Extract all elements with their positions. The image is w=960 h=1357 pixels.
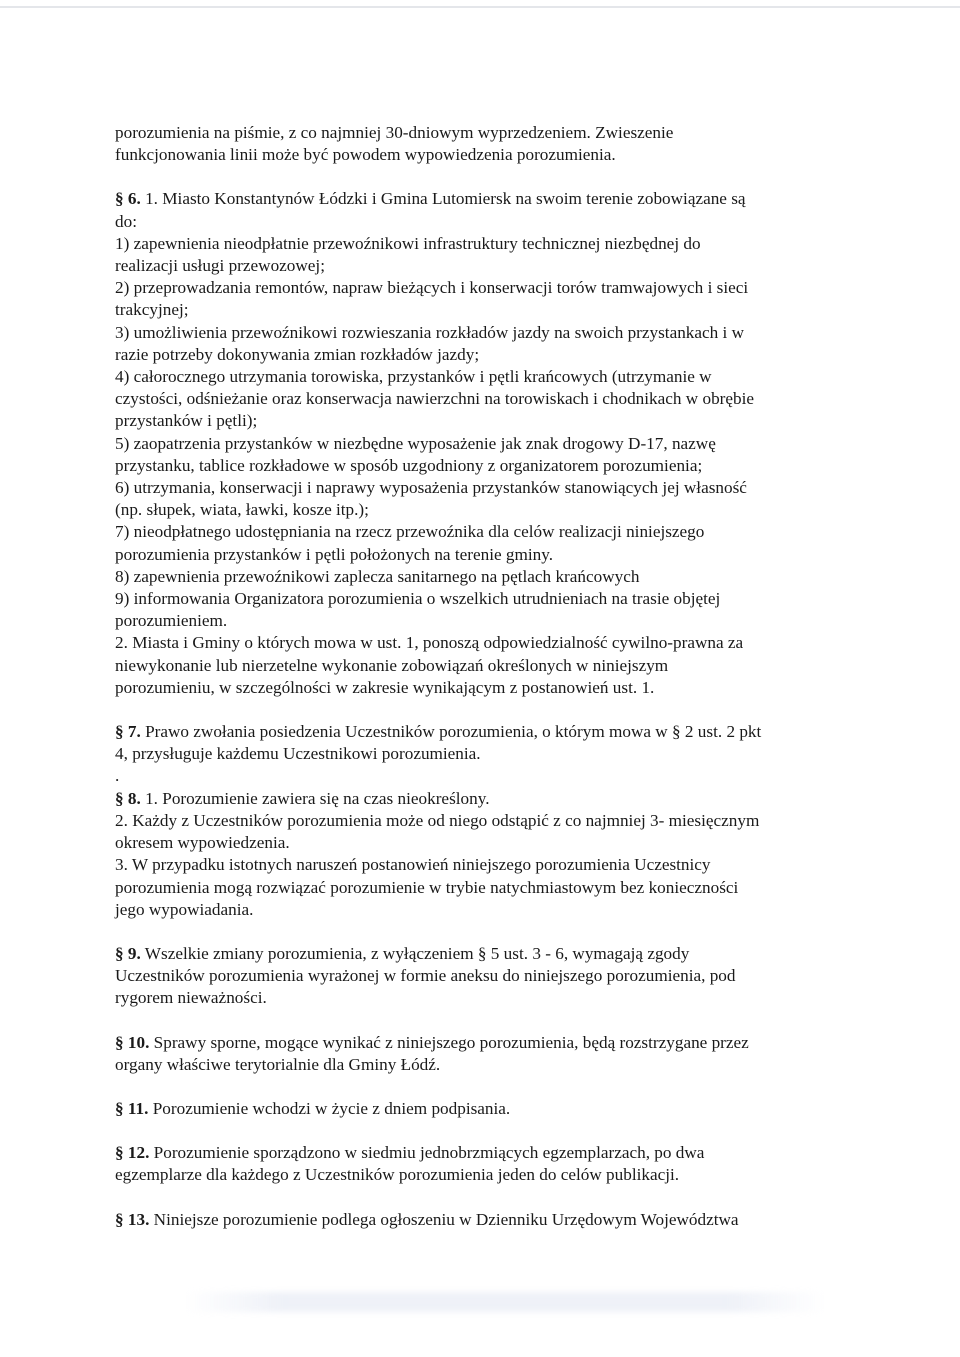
section-s12 bbox=[115, 1142, 841, 1186]
section-s10 bbox=[115, 1032, 841, 1076]
text-line bbox=[115, 610, 841, 632]
line-text: trakcyjnej; bbox=[115, 300, 189, 320]
section-number: § 8. bbox=[115, 788, 141, 808]
line-text: funkcjonowania linii może być powodem wypowiedzenia porozumienia. bbox=[115, 145, 616, 165]
section-s11 bbox=[115, 1098, 841, 1120]
section-s6 bbox=[115, 188, 841, 699]
text-line bbox=[115, 877, 841, 899]
text-line bbox=[115, 588, 841, 610]
line-text: porozumieniu, w szczególności w zakresie wynikającym z postanowień ust. 1. bbox=[115, 677, 655, 697]
text-line bbox=[115, 810, 841, 832]
line-text: 9) informowania Organizatora porozumienia o wszelkich utrudnieniach na trasie objętej bbox=[115, 589, 721, 609]
text-line bbox=[115, 188, 841, 210]
section-s7 bbox=[115, 721, 841, 765]
line-text: jego wypowiadania. bbox=[115, 899, 254, 919]
text-line bbox=[115, 1032, 841, 1054]
line-text: realizacji usługi przewozowej; bbox=[115, 256, 325, 276]
text-line bbox=[115, 388, 841, 410]
line-text: okresem wypowiedzenia. bbox=[115, 833, 290, 853]
text-line bbox=[115, 1209, 841, 1231]
text-line bbox=[115, 433, 841, 455]
section-number: § 12. bbox=[115, 1143, 150, 1163]
line-text: przystanku, tablice rozkładowe w sposób uzgodniony z organizatorem porozumienia; bbox=[115, 455, 703, 475]
line-text: 2. Każdy z Uczestników porozumienia może od niego odstąpić z co najmniej 3- miesięcznym bbox=[115, 810, 760, 830]
line-text: 4) całorocznego utrzymania torowiska, przystanków i pętli krańcowych (utrzymanie w bbox=[115, 367, 712, 387]
line-text: przystanków i pętli); bbox=[115, 411, 258, 431]
section-s9 bbox=[115, 943, 841, 1010]
text-line bbox=[115, 544, 841, 566]
text-line bbox=[115, 1142, 841, 1164]
line-text: egzemplarze dla każdego z Uczestników porozumienia jeden do celów publikacji. bbox=[115, 1165, 680, 1185]
scan-edge-line bbox=[0, 6, 960, 8]
section-number: § 6. bbox=[115, 189, 141, 209]
text-line bbox=[115, 122, 841, 144]
line-text: do: bbox=[115, 211, 137, 231]
line-text: 1) zapewnienia nieodpłatnie przewoźnikowi infrastruktury technicznej niezbędnej do bbox=[115, 233, 701, 253]
line-text: 1. Miasto Konstantynów Łódzki i Gmina Lutomiersk na swoim terenie zobowiązane są bbox=[145, 189, 746, 209]
line-text: porozumieniem. bbox=[115, 611, 228, 631]
text-line bbox=[115, 854, 841, 876]
section-number: § 9. bbox=[115, 943, 141, 963]
line-text: czystości, odśnieżanie oraz konserwacja nawierzchni na torowiskach i chodnikach w obrębie bbox=[115, 389, 755, 409]
text-line bbox=[115, 788, 841, 810]
paragraph-gap bbox=[115, 921, 841, 943]
line-text: Uczestników porozumienia wyrażonej w formie aneksu do niniejszego porozumienia, pod bbox=[115, 966, 736, 986]
section-number: § 13. bbox=[115, 1209, 150, 1229]
text-line bbox=[115, 1098, 841, 1120]
text-line bbox=[115, 655, 841, 677]
line-text: Prawo zwołania posiedzenia Uczestników porozumienia, o którym mowa w § 2 ust. 2 pkt bbox=[145, 722, 762, 742]
text-line bbox=[115, 477, 841, 499]
section-number: § 10. bbox=[115, 1032, 150, 1052]
line-text: 3. W przypadku istotnych naruszeń postanowień niniejszego porozumienia Uczestnicy bbox=[115, 855, 711, 875]
line-text: 8) zapewnienia przewoźnikowi zaplecza sanitarnego na pętlach krańcowych bbox=[115, 566, 640, 586]
text-line bbox=[115, 344, 841, 366]
text-line bbox=[115, 499, 841, 521]
line-text: 2. Miasta i Gminy o których mowa w ust. 1, ponoszą odpowiedzialność cywilno-prawna za bbox=[115, 633, 744, 653]
text-line bbox=[115, 255, 841, 277]
line-text: Porozumienie wchodzi w życie z dniem podpisania. bbox=[152, 1098, 511, 1118]
section-s8 bbox=[115, 788, 841, 921]
line-text: (np. słupek, wiata, ławki, kosze itp.); bbox=[115, 500, 369, 520]
paragraph-gap bbox=[115, 1010, 841, 1032]
text-line bbox=[115, 677, 841, 699]
text-line bbox=[115, 144, 841, 166]
text-line bbox=[115, 277, 841, 299]
line-text: niewykonanie lub nierzetelne wykonanie zobowiązań określonych w niniejszym bbox=[115, 655, 669, 675]
paragraph-gap bbox=[115, 699, 841, 721]
text-line bbox=[115, 366, 841, 388]
paragraph-dot bbox=[115, 765, 841, 787]
line-text: 6) utrzymania, konserwacji i naprawy wyposażenia przystanków stanowiących jej własność bbox=[115, 478, 747, 498]
line-text: 2) przeprowadzania remontów, napraw bieżących i konserwacji torów tramwajowych i sieci bbox=[115, 278, 749, 298]
scan-artifact bbox=[185, 1292, 825, 1312]
paragraph-gap bbox=[115, 1120, 841, 1142]
line-text: Porozumienie sporządzono w siedmiu jednobrzmiących egzemplarzach, po dwa bbox=[153, 1143, 705, 1163]
text-line bbox=[115, 832, 841, 854]
text-line bbox=[115, 299, 841, 321]
text-line bbox=[115, 899, 841, 921]
paragraph-p1 bbox=[115, 122, 841, 166]
text-line bbox=[115, 1054, 841, 1076]
text-line bbox=[115, 721, 841, 743]
line-text: 7) nieodpłatnego udostępniania na rzecz przewoźnika dla celów realizacji niniejszego bbox=[115, 522, 705, 542]
line-text: porozumienia przystanków i pętli położonych na terenie gminy. bbox=[115, 544, 553, 564]
paragraph-gap bbox=[115, 1187, 841, 1209]
line-text: 5) zaopatrzenia przystanków w niezbędne wyposażenie jak znak drogowy D-17, nazwę bbox=[115, 433, 716, 453]
text-line bbox=[115, 410, 841, 432]
line-text: Niniejsze porozumienie podlega ogłoszeniu w Dzienniku Urzędowym Województwa bbox=[153, 1209, 739, 1229]
line-text: organy właściwe terytorialnie dla Gminy Łódź. bbox=[115, 1054, 441, 1074]
line-text: razie potrzeby dokonywania zmian rozkładów jazdy; bbox=[115, 344, 480, 364]
text-line bbox=[115, 566, 841, 588]
line-text: 4, przysługuje każdemu Uczestnikowi porozumienia. bbox=[115, 744, 481, 764]
section-number: § 7. bbox=[115, 722, 141, 742]
text-line bbox=[115, 965, 841, 987]
document-body bbox=[115, 122, 841, 1231]
text-line bbox=[115, 233, 841, 255]
paragraph-gap bbox=[115, 1076, 841, 1098]
text-line bbox=[115, 1164, 841, 1186]
line-text: 1. Porozumienie zawiera się na czas nieokreślony. bbox=[145, 788, 490, 808]
section-s13 bbox=[115, 1209, 841, 1231]
text-line bbox=[115, 455, 841, 477]
line-text: Sprawy sporne, mogące wynikać z niniejszego porozumienia, będą rozstrzygane przez bbox=[153, 1032, 749, 1052]
paragraph-gap bbox=[115, 166, 841, 188]
text-line bbox=[115, 743, 841, 765]
text-line bbox=[115, 765, 841, 787]
line-text: 3) umożliwienia przewoźnikowi rozwieszania rozkładów jazdy na swoich przystankach i w bbox=[115, 322, 745, 342]
line-text: . bbox=[115, 766, 120, 786]
text-line bbox=[115, 322, 841, 344]
line-text: Wszelkie zmiany porozumienia, z wyłączeniem § 5 ust. 3 - 6, wymagają zgody bbox=[144, 943, 690, 963]
section-number: § 11. bbox=[115, 1098, 149, 1118]
text-line bbox=[115, 521, 841, 543]
line-text: porozumienia mogą rozwiązać porozumienie w trybie natychmiastowym bez konieczności bbox=[115, 877, 739, 897]
line-text: porozumienia na piśmie, z co najmniej 30-dniowym wyprzedzeniem. Zwieszenie bbox=[115, 123, 674, 142]
text-line bbox=[115, 211, 841, 233]
text-line bbox=[115, 943, 841, 965]
text-line bbox=[115, 987, 841, 1009]
text-line bbox=[115, 632, 841, 654]
line-text: rygorem nieważności. bbox=[115, 988, 267, 1008]
